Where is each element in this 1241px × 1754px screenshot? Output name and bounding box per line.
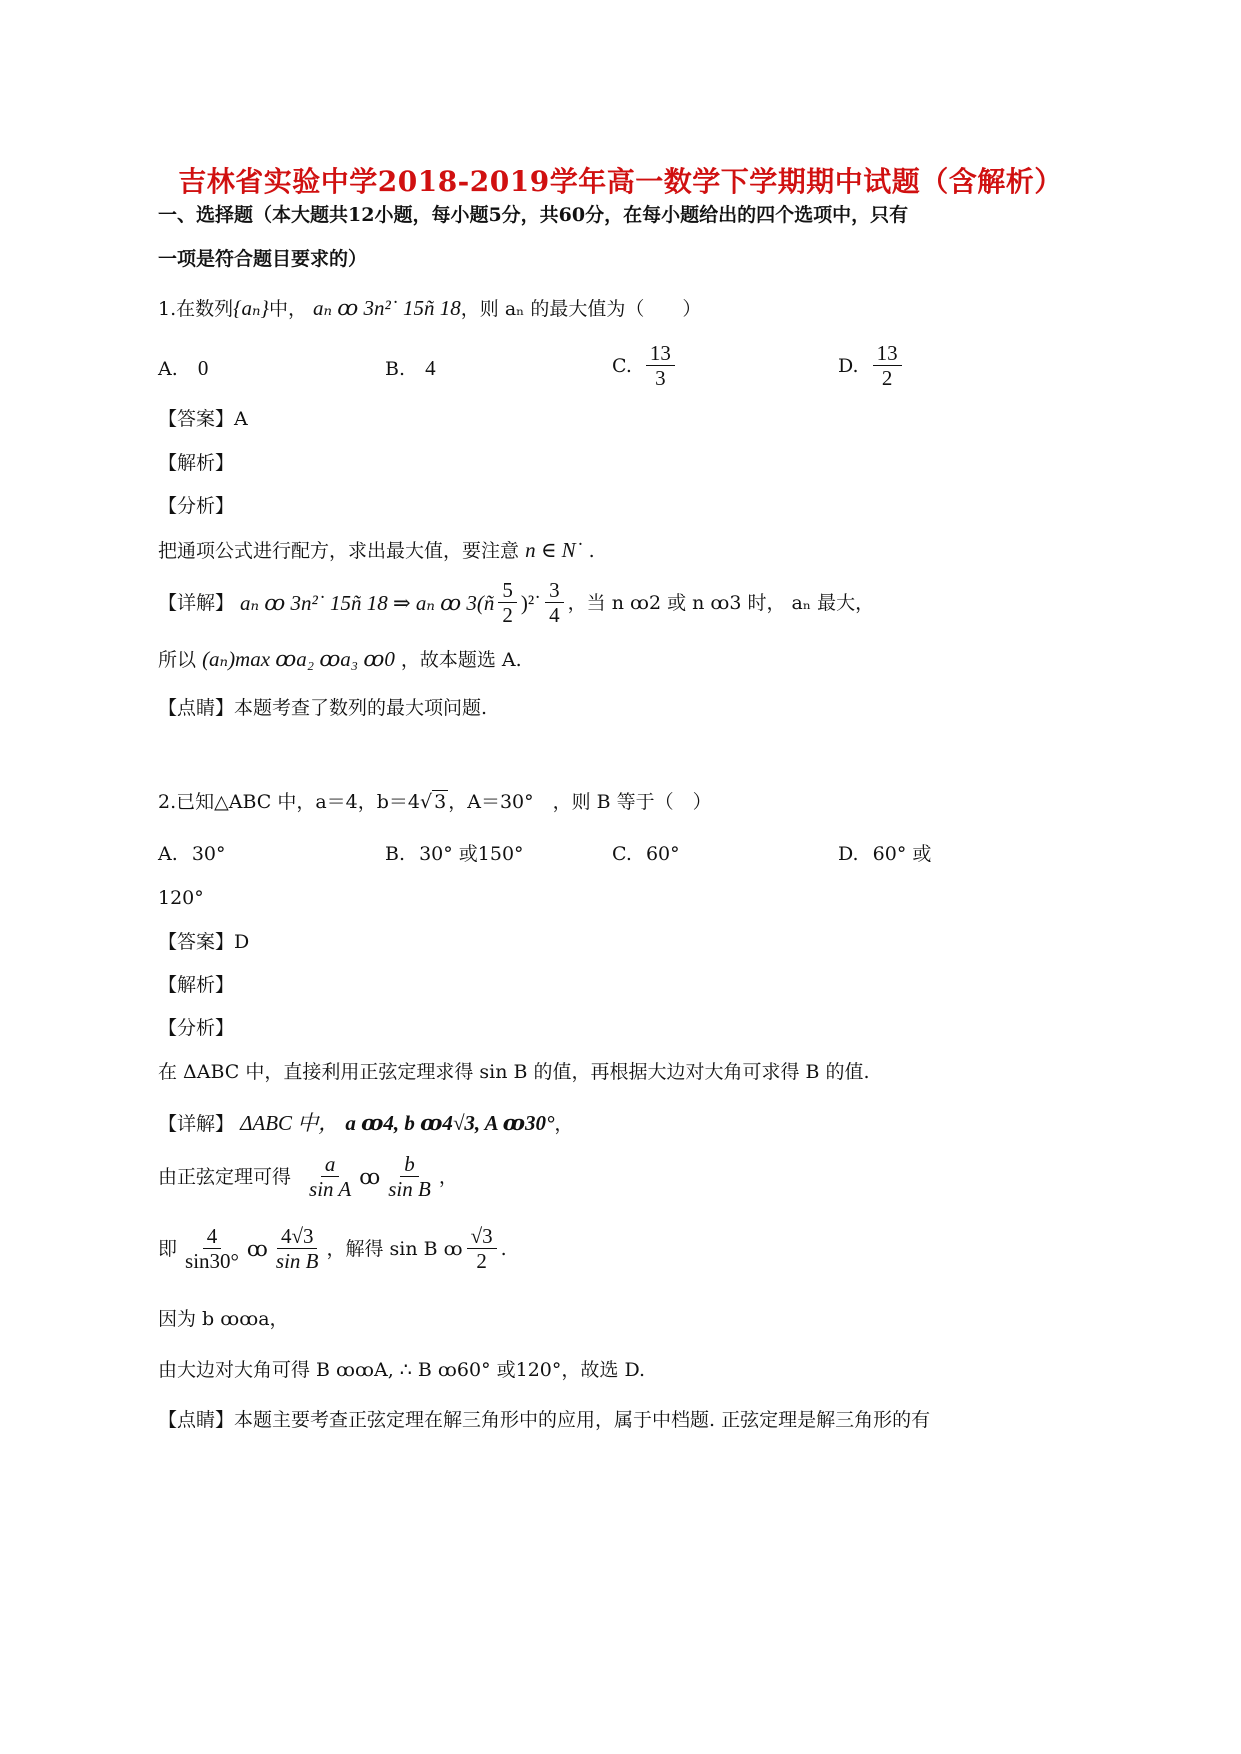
q2-detail-line3-f3-num: √3	[467, 1224, 497, 1249]
q2-detail-line3-frac1	[181, 1224, 243, 1273]
q2-option-c	[612, 842, 680, 866]
q1-detail-frac2-den: 4	[549, 603, 560, 627]
q1-answer: 【答案】A	[158, 408, 248, 430]
q1-detail	[158, 578, 874, 627]
q1-option-a	[158, 356, 208, 381]
q1-detail-mid: )²˙	[520, 590, 542, 615]
q2-detail-line3-f3-den: 2	[476, 1249, 487, 1273]
page-title: 吉林省实验中学2018-2019学年高一数学下学期期中试题（含解析）	[178, 165, 1063, 198]
q1-seq: {aₙ}	[233, 296, 269, 320]
q2-option-d-value: 60° 或	[872, 843, 932, 865]
q1-detail-label: 【详解】	[158, 591, 235, 614]
q2-detail-line5: 由大边对大角可得 B ꝏꝏA, ∴ B ꝏ60° 或120°，故选 D.	[158, 1359, 646, 1381]
q2-option-b-label: B.	[385, 843, 406, 865]
q1-option-d-den: 2	[881, 366, 893, 390]
q2-answer: 【答案】D	[158, 931, 250, 953]
q1-option-b	[385, 356, 436, 381]
q1-stem-suffix: ，则 aₙ 的最大值为（ ）	[460, 298, 702, 320]
q2-detail-line1-c: ，	[554, 1113, 574, 1135]
q1-option-c	[612, 341, 679, 390]
q2-option-d-wrap: 120°	[158, 887, 204, 909]
q2-detail-line3	[158, 1224, 507, 1273]
q2-detail-line2-frac2	[384, 1152, 435, 1201]
q1-option-c-den: 3	[655, 366, 666, 390]
q1-detail-frac2	[545, 578, 564, 627]
q2-detail-label: 【详解】	[158, 1113, 235, 1135]
q2-detail-line1-a: ΔABC 中，	[240, 1111, 340, 1135]
q1-dianjing: 【点睛】本题考查了数列的最大项问题.	[158, 697, 488, 719]
q1-option-c-fraction	[646, 341, 675, 390]
q2-detail-line2-f1-den: sin A	[309, 1177, 352, 1201]
q2-option-c-label: C.	[612, 843, 632, 865]
q1-option-a-label: A.	[158, 358, 178, 380]
q2-detail-line3-mid: ，解得 sin B ꝏ	[326, 1237, 463, 1260]
q2-detail-line2	[158, 1152, 458, 1201]
q2-option-b-value: 30° 或150°	[419, 843, 524, 865]
q1-detail-frac1-den: 2	[502, 603, 513, 627]
q2-option-d	[838, 842, 931, 866]
q2-detail-line1-b: a ꝏ4, b ꝏ4√3, A ꝏ30°	[345, 1111, 555, 1135]
q2-detail-line3-end: .	[500, 1237, 507, 1260]
q1-detail-frac1	[498, 578, 517, 627]
q2-detail-line3-frac3	[467, 1224, 497, 1273]
q1-detail-line2-prefix: 所以	[158, 649, 197, 671]
q1-stem	[158, 296, 701, 321]
q2-stem-suffix: ，A＝30° ，则 B 等于（ ）	[448, 791, 712, 813]
q1-stem-mid: 中，	[268, 298, 307, 320]
section-heading-line2: 一项是符合题目要求的）	[158, 248, 368, 270]
q1-option-d-label: D.	[838, 354, 859, 377]
q1-detail-line2-suffix: ，故本题选 A.	[400, 649, 522, 671]
q1-detail-formula: aₙ ꝏ 3n²˙ 15ñ 18 ⇒ aₙ ꝏ 3(ñ	[240, 590, 495, 615]
q2-detail-line2-eq: ꝏ	[359, 1164, 381, 1189]
q1-analysis-text: 把通项公式进行配方，求出最大值，要注意	[158, 540, 520, 562]
q1-detail-frac1-num: 5	[498, 578, 517, 603]
q1-analysis-end: .	[588, 540, 595, 562]
q2-detail-line3-eq: ꝏ	[246, 1236, 268, 1261]
q1-formula: aₙ ꝏ 3n²˙ 15ñ 18	[313, 296, 461, 320]
q1-detail-line2-math: (aₙ)max ꝏa₂ ꝏa₃ ꝏ0	[202, 647, 395, 671]
q1-option-d-fraction	[873, 341, 902, 390]
q2-detail-line3-f2-den: sin B	[275, 1249, 319, 1273]
q2-detail-line2-f1-num: a	[321, 1152, 340, 1177]
q2-detail-line3-f1-den: sin30°	[185, 1249, 239, 1273]
q2-stem	[158, 790, 712, 814]
q1-analysis	[158, 538, 595, 563]
q1-detail-line2	[158, 647, 522, 672]
q2-option-c-value: 60°	[645, 843, 680, 865]
q1-option-b-label: B.	[385, 358, 406, 380]
q1-detail-frac2-num: 3	[545, 578, 564, 603]
q2-analysis: 在 ΔABC 中，直接利用正弦定理求得 sin B 的值，再根据大边对大角可求得 B 的值.	[158, 1061, 870, 1083]
q2-detail-line2-f2-num: b	[400, 1152, 419, 1177]
q2-stem-prefix: 2.已知△ABC 中，a＝4，b＝4	[158, 791, 421, 813]
q2-detail-line2-f2-den: sin B	[388, 1177, 431, 1201]
q2-option-a-label: A.	[158, 843, 178, 865]
q2-detail-line3-f2-num: 4√3	[277, 1224, 318, 1249]
q1-fenxi: 【分析】	[158, 495, 235, 517]
q2-detail-line3-frac2	[272, 1224, 323, 1273]
q1-analysis-math: n ∈ N˙	[525, 538, 583, 562]
q1-option-c-num: 13	[646, 341, 675, 366]
q1-option-c-label: C.	[612, 354, 632, 377]
q2-dianjing: 【点睛】本题主要考查正弦定理在解三角形中的应用，属于中档题. 正弦定理是解三角形的有	[158, 1409, 931, 1431]
q2-fenxi: 【分析】	[158, 1017, 235, 1039]
q2-detail-line2-frac1	[305, 1152, 355, 1201]
q2-detail-line2-prefix: 由正弦定理可得	[158, 1165, 292, 1188]
q2-detail-line4: 因为 b ꝏꝏa，	[158, 1308, 289, 1330]
q1-jiexi: 【解析】	[158, 452, 235, 474]
q2-option-b	[385, 842, 524, 866]
q2-detail-line3-f1-num: 4	[203, 1224, 222, 1249]
q1-option-b-value: 4	[425, 356, 436, 380]
q1-detail-tail: ，当 n ꝏ2 或 n ꝏ3 时， aₙ 最大，	[567, 591, 875, 614]
q1-option-d	[838, 341, 906, 390]
q1-stem-prefix: 1.在数列	[158, 298, 234, 320]
section-heading-line1: 一、选择题（本大题共12小题，每小题5分，共60分，在每小题给出的四个选项中，只有	[158, 204, 909, 226]
q2-option-a	[158, 842, 226, 866]
q2-detail-line3-prefix: 即	[158, 1237, 178, 1260]
q2-option-a-value: 30°	[191, 843, 226, 865]
q2-detail-line2-end: ，	[438, 1165, 458, 1188]
q2-detail-line1	[158, 1111, 573, 1136]
q1-option-a-value: 0	[197, 356, 209, 380]
q2-jiexi: 【解析】	[158, 974, 235, 996]
q1-option-d-num: 13	[873, 341, 902, 366]
q2-stem-sqrt: √ 3	[420, 791, 447, 813]
q2-option-d-label: D.	[838, 843, 859, 865]
q2-stem-sqrt-radicand: 3	[434, 791, 447, 813]
